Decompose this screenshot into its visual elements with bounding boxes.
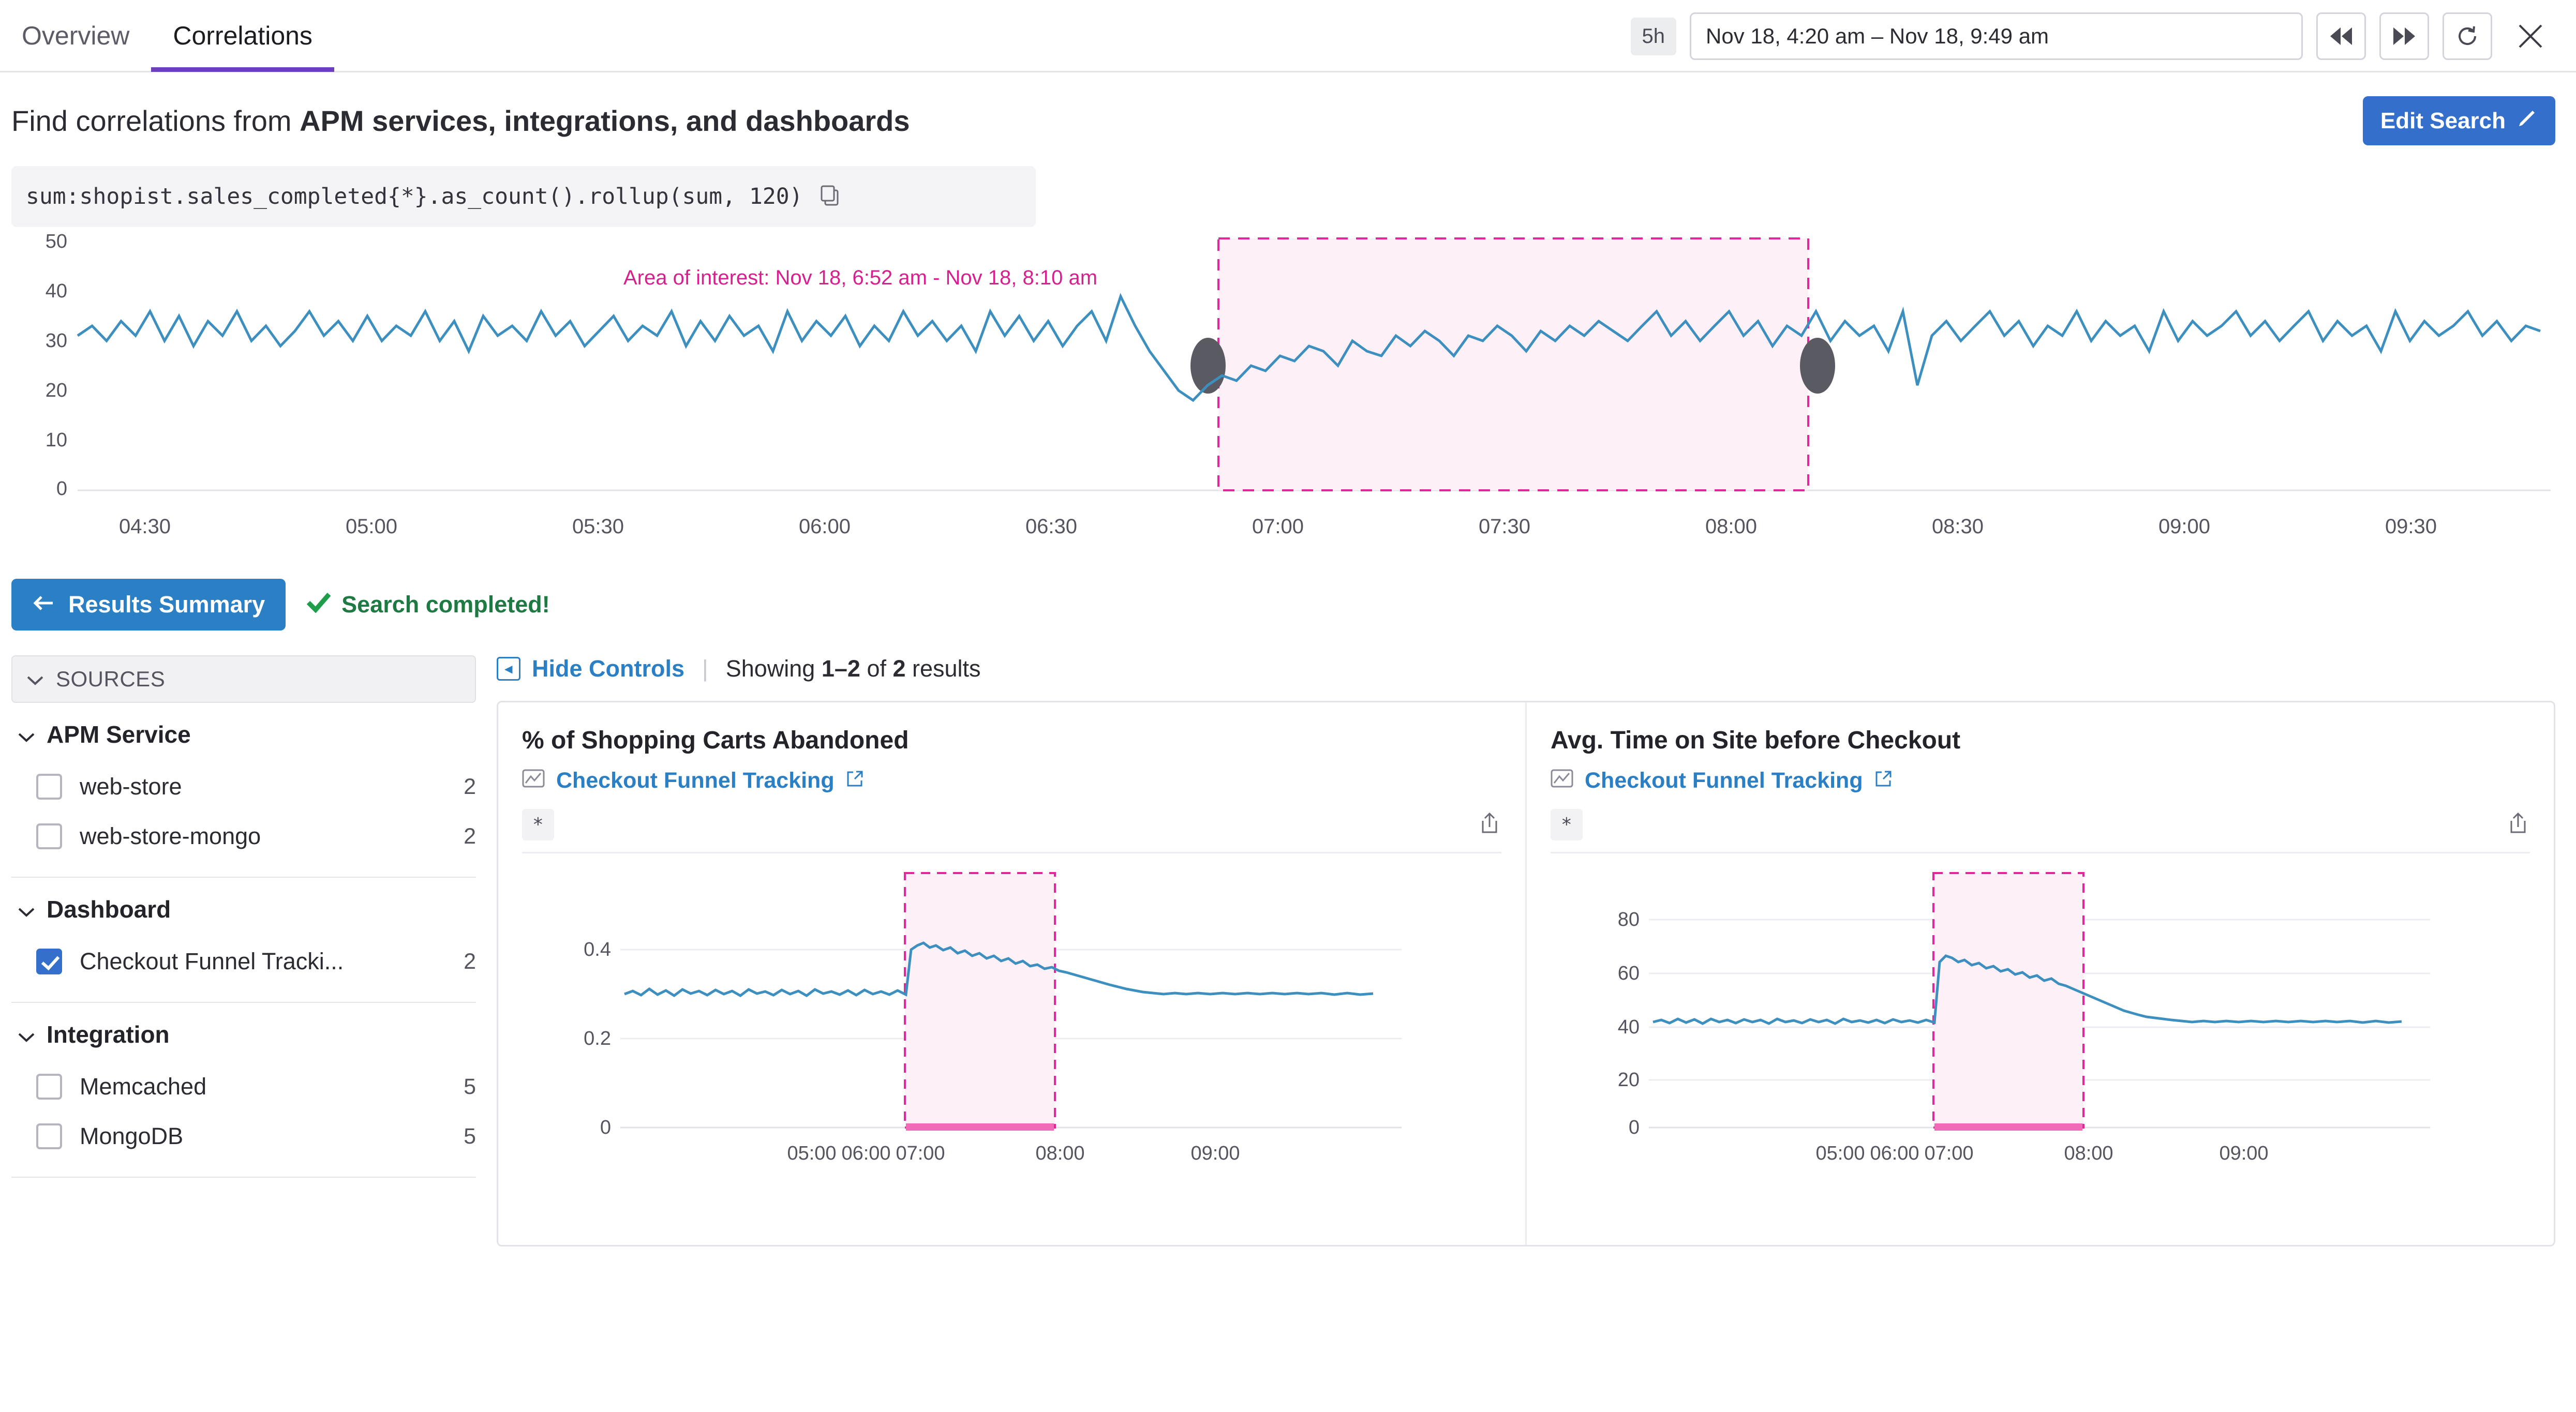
svg-text:09:00: 09:00: [1190, 1143, 1240, 1164]
card-source-label: Checkout Funnel Tracking: [556, 768, 835, 793]
svg-text:50: 50: [45, 232, 67, 252]
query-display: [11, 166, 1036, 227]
tab-correlations[interactable]: [151, 0, 334, 72]
area-of-interest-label: Area of interest: Nov 18, 6:52 am - Nov 18, 8:10 am: [623, 266, 1098, 289]
showing-suffix: results: [905, 655, 981, 682]
svg-text:07:00: 07:00: [1252, 515, 1304, 538]
checkbox[interactable]: [36, 823, 62, 849]
checkbox[interactable]: [36, 949, 62, 974]
hide-controls-label: Hide Controls: [532, 655, 685, 682]
dashboard-icon: [522, 768, 545, 793]
facet-mongodb[interactable]: [11, 1111, 476, 1161]
svg-text:07:00: 07:00: [896, 1143, 945, 1164]
showing-prefix: Showing: [725, 655, 822, 682]
main-chart-svg: [0, 232, 2576, 563]
main-timeseries-chart[interactable]: [0, 232, 2576, 563]
query-text: sum:shopist.sales_completed{*}.as_count().rollup(sum, 120): [26, 184, 803, 209]
chevron-down-icon: [18, 720, 35, 748]
svg-text:06:00: 06:00: [798, 515, 851, 538]
svg-text:06:30: 06:30: [1025, 515, 1078, 538]
card-source-link[interactable]: [522, 768, 1501, 793]
results-summary-button[interactable]: [11, 579, 286, 630]
result-card-carts-abandoned: [498, 702, 1525, 1245]
results-summary-row: [0, 563, 2576, 630]
tab-correlations-label: Correlations: [173, 21, 312, 50]
dashboard-icon: [1551, 768, 1573, 793]
svg-text:0.2: 0.2: [584, 1028, 611, 1049]
svg-text:05:00: 05:00: [1815, 1143, 1865, 1164]
page-title-emphasis: APM services, integrations, and dashboards: [300, 104, 910, 137]
results-summary-label: Results Summary: [68, 591, 265, 618]
svg-text:0: 0: [56, 478, 67, 500]
facet-group-title: Dashboard: [47, 896, 171, 923]
headline-row: [0, 72, 2576, 145]
facet-group-apm-service: [11, 703, 476, 878]
card-title: % of Shopping Carts Abandoned: [522, 727, 909, 754]
external-link-icon: [1874, 768, 1892, 793]
showing-mid: of: [860, 655, 893, 682]
results-panel: [497, 655, 2576, 1246]
svg-text:10: 10: [45, 429, 67, 451]
svg-text:09:30: 09:30: [2385, 515, 2437, 538]
checkbox[interactable]: [36, 774, 62, 800]
svg-text:08:00: 08:00: [1035, 1143, 1085, 1164]
edit-search-button[interactable]: [2363, 96, 2555, 145]
fast-forward-icon: [2392, 26, 2416, 46]
card-source-link[interactable]: [1551, 768, 2530, 793]
svg-text:04:30: 04:30: [118, 515, 171, 538]
svg-text:05:00: 05:00: [345, 515, 398, 538]
card-tag[interactable]: *: [522, 809, 554, 840]
facet-group-title: APM Service: [47, 721, 191, 748]
card-chart-svg: [522, 869, 1448, 1164]
facet-group-header[interactable]: [11, 1020, 476, 1048]
tab-overview-label: Overview: [22, 21, 130, 50]
checkbox[interactable]: [36, 1123, 62, 1149]
facet-group-header[interactable]: [11, 895, 476, 923]
facet-group-dashboard: [11, 878, 476, 1003]
facet-count: 5: [464, 1123, 476, 1149]
facet-label: Checkout Funnel Tracki...: [80, 948, 344, 974]
svg-text:06:00: 06:00: [1870, 1143, 1919, 1164]
facet-label: web-store-mongo: [80, 823, 261, 849]
svg-text:40: 40: [1617, 1016, 1640, 1038]
search-status-text: Search completed!: [341, 591, 550, 618]
card-chart[interactable]: [522, 869, 1501, 1166]
facet-label: Memcached: [80, 1073, 207, 1100]
card-title: Avg. Time on Site before Checkout: [1551, 727, 1961, 754]
result-cards: [497, 701, 2555, 1246]
facet-count: 5: [464, 1074, 476, 1099]
facet-web-store[interactable]: [11, 762, 476, 812]
time-range-input[interactable]: [1690, 12, 2303, 60]
sources-sidebar: [0, 655, 497, 1246]
svg-text:07:00: 07:00: [1924, 1143, 1974, 1164]
copy-icon[interactable]: [818, 184, 842, 210]
svg-text:09:00: 09:00: [2219, 1143, 2269, 1164]
chevron-down-icon: [18, 1020, 35, 1048]
svg-text:05:00: 05:00: [787, 1143, 837, 1164]
svg-text:0: 0: [1628, 1117, 1640, 1138]
svg-text:09:00: 09:00: [2158, 515, 2211, 538]
time-controls: [1631, 0, 2556, 72]
lower-section: [0, 630, 2576, 1246]
close-icon: [2517, 22, 2544, 50]
hide-controls-button[interactable]: [497, 655, 684, 682]
top-tab-bar: [0, 0, 2576, 72]
svg-text:0: 0: [600, 1117, 611, 1138]
export-icon[interactable]: [2506, 812, 2530, 838]
svg-text:20: 20: [1617, 1069, 1640, 1091]
external-link-icon: [846, 768, 863, 793]
collapse-left-icon: ◂: [497, 657, 520, 681]
results-controls: [497, 655, 2555, 701]
card-tag-row: [522, 809, 1501, 853]
svg-text:30: 30: [45, 330, 67, 352]
facet-count: 2: [464, 774, 476, 799]
tab-list: [0, 0, 334, 72]
card-source-label: Checkout Funnel Tracking: [1585, 768, 1863, 793]
facet-count: 2: [464, 949, 476, 974]
check-icon: [306, 591, 331, 619]
page-title: [11, 104, 910, 138]
chevron-down-icon: [18, 895, 35, 923]
svg-text:60: 60: [1617, 963, 1640, 984]
search-status: [306, 591, 550, 619]
reset-button[interactable]: [2443, 12, 2492, 60]
svg-text:08:00: 08:00: [1705, 515, 1758, 538]
chevron-down-icon: [26, 667, 44, 692]
refresh-icon: [2455, 24, 2479, 48]
svg-text:07:30: 07:30: [1478, 515, 1531, 538]
edit-search-label: Edit Search: [2380, 108, 2506, 133]
svg-text:08:00: 08:00: [2064, 1143, 2113, 1164]
checkbox[interactable]: [36, 1074, 62, 1100]
svg-text:40: 40: [45, 280, 67, 302]
sources-label: SOURCES: [56, 667, 166, 691]
card-tag-row: [1551, 809, 2530, 853]
facet-memcached[interactable]: [11, 1062, 476, 1111]
svg-text:08:30: 08:30: [1931, 515, 1984, 538]
facet-checkout-funnel-tracking[interactable]: [11, 937, 476, 986]
facet-count: 2: [464, 823, 476, 849]
pencil-icon: [2517, 108, 2538, 134]
card-tag[interactable]: *: [1551, 809, 1583, 840]
showing-range: 1–2: [821, 655, 860, 682]
facet-group-header[interactable]: [11, 720, 476, 748]
range-chip[interactable]: 5h: [1631, 18, 1677, 55]
facet-label: MongoDB: [80, 1123, 184, 1149]
facet-group-title: Integration: [47, 1021, 170, 1048]
svg-text:20: 20: [45, 380, 67, 401]
svg-text:80: 80: [1617, 909, 1640, 930]
forward-button[interactable]: [2379, 12, 2429, 60]
showing-total: 2: [892, 655, 906, 682]
card-chart[interactable]: [1551, 869, 2530, 1166]
svg-text:06:00: 06:00: [841, 1143, 891, 1164]
card-chart-svg: [1551, 869, 2477, 1164]
fast-rewind-icon: [2329, 26, 2353, 46]
time-range-value: Nov 18, 4:20 am – Nov 18, 9:49 am: [1706, 24, 2049, 48]
sources-header[interactable]: [11, 655, 476, 703]
arrow-left-icon: [32, 591, 55, 618]
svg-text:0.4: 0.4: [584, 939, 611, 960]
facet-label: web-store: [80, 773, 182, 800]
facet-group-integration: [11, 1003, 476, 1178]
svg-text:05:30: 05:30: [572, 515, 624, 538]
page-title-prefix: Find correlations from: [11, 104, 300, 137]
export-icon[interactable]: [1478, 812, 1501, 838]
rewind-button[interactable]: [2316, 12, 2366, 60]
result-card-time-on-site: [1525, 702, 2554, 1245]
close-button[interactable]: [2506, 12, 2555, 60]
results-count: [726, 655, 981, 682]
tab-overview[interactable]: [0, 0, 151, 72]
facet-web-store-mongo[interactable]: [11, 812, 476, 861]
divider: |: [702, 655, 708, 682]
